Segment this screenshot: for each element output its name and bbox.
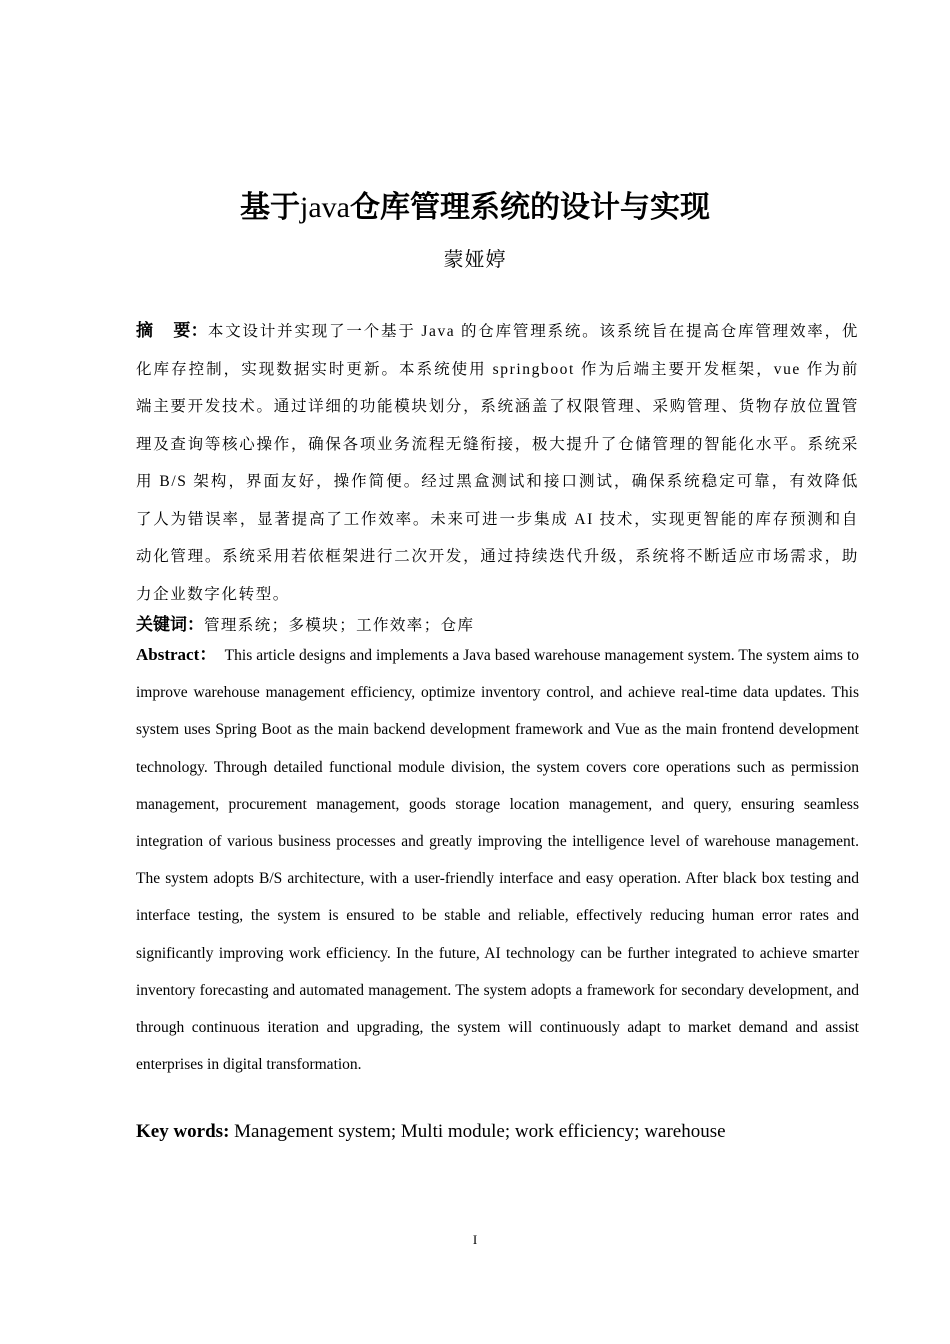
chinese-keywords-text: 管理系统；多模块；工作效率；仓库 [204, 617, 475, 634]
title-latin: java [300, 191, 350, 224]
english-keywords [136, 1118, 859, 1146]
page-number: I [472, 1232, 478, 1247]
title-suffix: 仓库管理系统的设计与实现 [349, 191, 710, 224]
chinese-abstract-label [136, 321, 208, 341]
english-abstract [136, 636, 859, 1083]
english-keywords-label: Key words: [136, 1121, 230, 1142]
chinese-keywords [136, 612, 859, 639]
chinese-abstract-text: 本文设计并实现了一个基于 Java 的仓库管理系统。该系统旨在提高仓库管理效率，优化库存控制，实现数据实时更新。本系统使用 springboot 作为后端主要开发框架，vue 作为前端主要开发技术。通过详细的功能模块划分，系统涵盖了权限管理、采购管理、货物存放位置管理及查询等核心操作，确保各项业务流程无缝衔接，极大提升了仓储管理的智能化水平。系统采用 B/S 架构，界面友好，操作简便。经过黑盒测试和接口测试，确保系统稳定可靠，有效降低了人为错误率，显著提高了工作效率。未来可进一步集成 AI 技术，实现更智能的库存预测和自动化管理。系统采用若依框架进行二次开发，通过持续迭代升级，系统将不断适应市场需求，助力企业数字化转型。 [136, 323, 860, 603]
english-abstract-label: Abstract： [136, 645, 217, 664]
author-name: 蒙娅婷 [443, 249, 507, 271]
english-abstract-text: This article designs and implements a Java based warehouse management system. The system aims to improve warehouse management efficiency, optimize inventory control, and achieve real-time data updates. This system uses Spring Boot as the main backend development framework and Vue as the main frontend development technology. Through detailed functional module division, the system covers core operations such as permission management, procurement management, goods storage location management, and query, ensuring seamless integration of various business processes and greatly improving the intelligence level of warehouse management. The system adopts B/S architecture, with a user-friendly interface and easy operation. After black box testing and interface testing, the system is ensured to be stable and reliable, effectively reducing human error rates and significantly improving work efficiency. In the future, AI technology can be further integrated to achieve smarter inventory forecasting and automated management. The system adopts a framework for secondary development, and through continuous iteration and upgrading, the system will continuously adapt to market demand and assist enterprises in digital transformation. [136, 647, 859, 1074]
title-prefix: 基于 [240, 191, 301, 224]
paper-title [0, 188, 950, 228]
english-keywords-text: Management system; Multi module; work efficiency; warehouse [234, 1121, 726, 1142]
chinese-keywords-label: 关键词： [136, 615, 204, 635]
chinese-abstract-label-first: 摘 [136, 321, 154, 341]
chinese-abstract [136, 313, 859, 613]
chinese-abstract-label-second: 要： [173, 321, 208, 341]
